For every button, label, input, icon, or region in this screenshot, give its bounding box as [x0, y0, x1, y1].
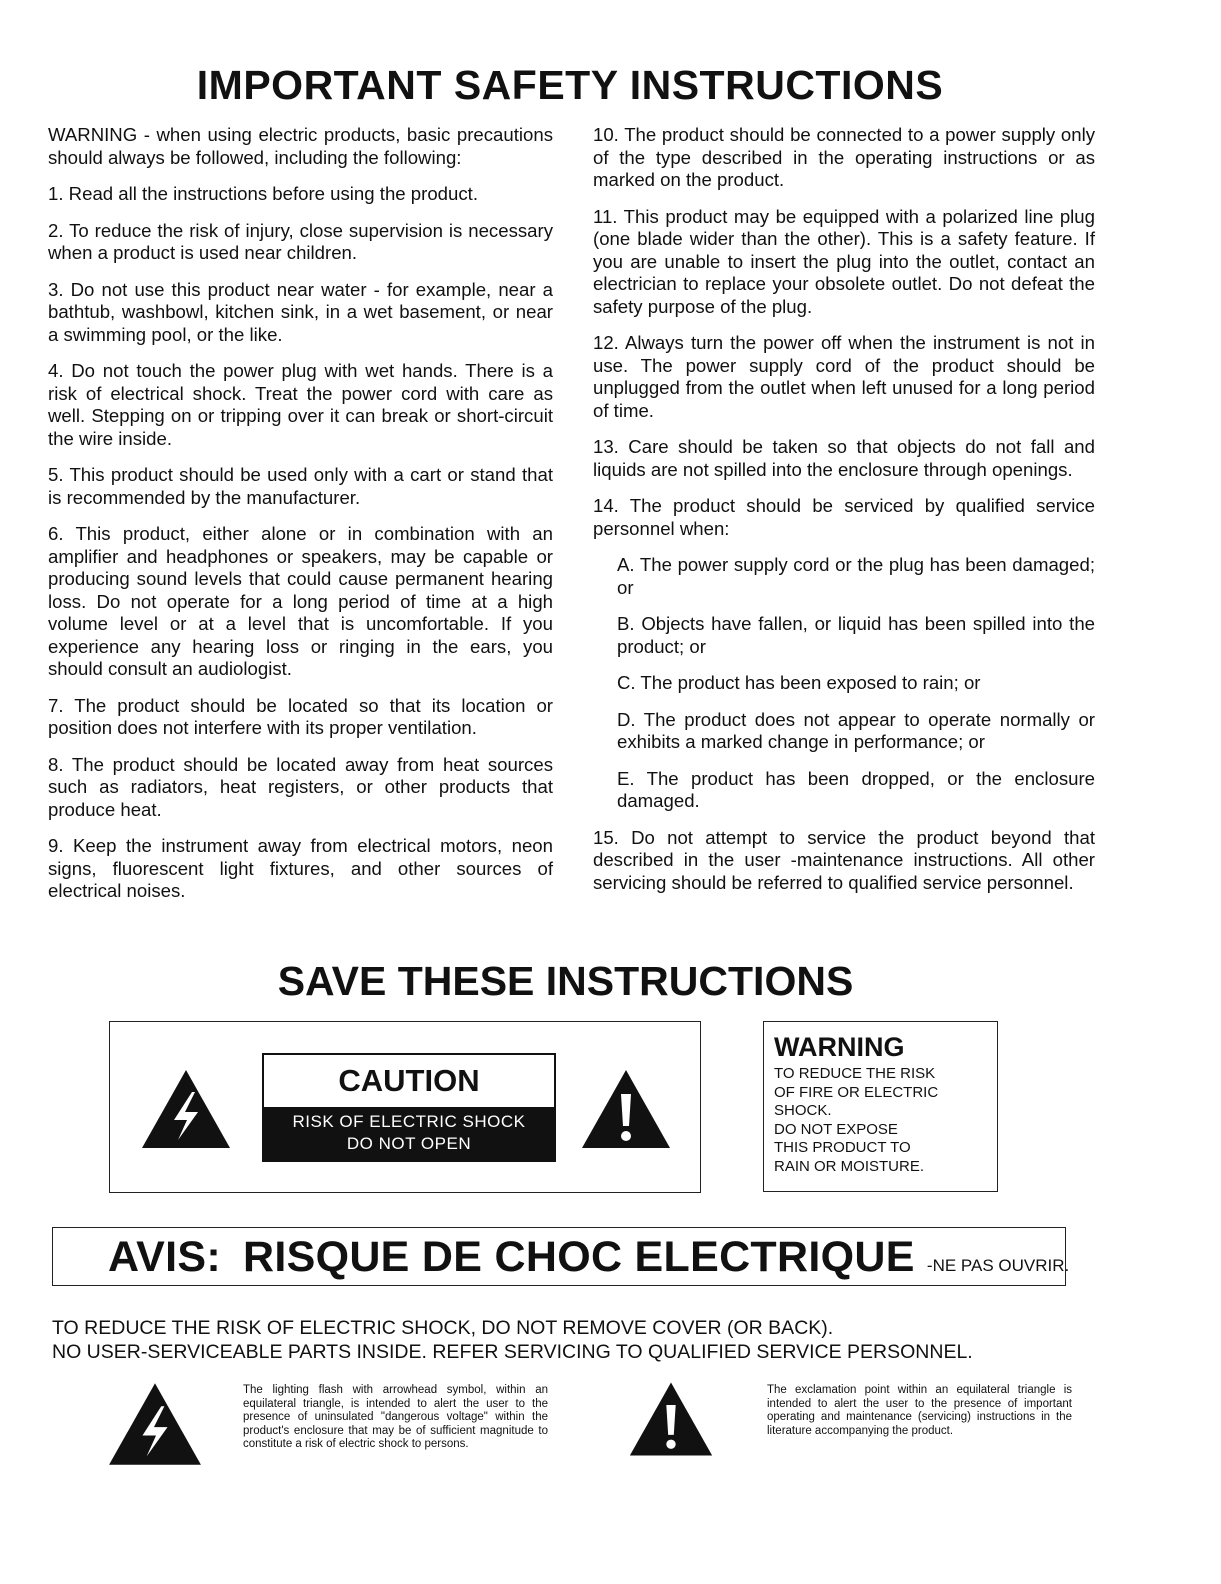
instruction-11: 11. This product may be equipped with a polarized line plug (one blade wider than the other). This is a safety feature. If you are unable to insert the plug into the outlet, contact an electrician to replace your obsolete outlet. Do not defeat the safety purpose of the plug.	[593, 205, 1095, 317]
instruction-10: 10. The product should be connected to a power supply only of the type described in the operating instructions or as marked on the product.	[593, 124, 1095, 190]
left-column	[48, 124, 553, 917]
instruction-5: 5. This product should be used only with a cart or stand that is recommended by the manufacturer.	[48, 464, 553, 508]
warning-line-4: DO NOT EXPOSE	[774, 1120, 898, 1138]
exclamation-warning-icon	[580, 1068, 672, 1150]
instruction-13: 13. Care should be taken so that objects do not fall and liquids are not spilled into the enclosure through openings.	[593, 436, 1095, 480]
warning-line-3: SHOCK.	[774, 1102, 832, 1119]
avis-label: AVIS:	[108, 1233, 221, 1281]
instruction-14-b: B. Objects have fallen, or liquid has been spilled into the product; or	[617, 613, 1095, 657]
avis-banner	[52, 1227, 1070, 1286]
lightning-warning-icon	[140, 1068, 232, 1150]
caution-label	[262, 1053, 556, 1162]
reduce-notice-line-2: NO USER-SERVICEABLE PARTS INSIDE. REFER SERVICING TO QUALIFIED SERVICE PERSONNEL.	[52, 1341, 973, 1363]
instruction-7: 7. The product should be located so that its location or position does not interfere with its proper ventilation.	[48, 694, 553, 738]
save-instructions-heading: SAVE THESE INSTRUCTIONS	[277, 958, 854, 1004]
warning-line-1: TO REDUCE THE RISK	[774, 1065, 936, 1082]
exclamation-description: The exclamation point within an equilateral triangle is intended to alert the user to the presence of important operating and maintenance (servicing) instructions in the literature accompanying the product.	[767, 1384, 1072, 1437]
caution-title: CAUTION	[338, 1063, 480, 1098]
instruction-12: 12. Always turn the power off when the instrument is not in use. The power supply cord of the product should be unplugged from the outlet when left unused for a long period of time.	[593, 332, 1095, 421]
instruction-6: 6. This product, either alone or in combination with an amplifier and headphones or speakers, may be capable or producing sound levels that could cause permanent hearing loss. Do not operate for a long period of time at a high volume level or at a level that is uncomfortable. If you experience any hearing loss or ringing in the ears, you should consult an audiologist.	[48, 523, 553, 679]
instruction-8: 8. The product should be located away from heat sources such as radiators, heat registers, or other products that produce heat.	[48, 753, 553, 820]
intro-warning: WARNING - when using electric products, basic precautions should always be followed, including the following:	[48, 124, 553, 168]
caution-subtitle	[264, 1107, 554, 1160]
caution-panel	[109, 1021, 701, 1193]
right-column	[593, 124, 1095, 908]
avis-main: RISQUE DE CHOC ELECTRIQUE	[243, 1233, 915, 1281]
warning-line-5: THIS PRODUCT TO	[774, 1139, 911, 1156]
instruction-14-e: E. The product has been dropped, or the enclosure damaged.	[617, 767, 1095, 811]
instruction-14-d: D. The product does not appear to operate normally or exhibits a marked change in performance; or	[617, 708, 1095, 752]
exclamation-symbol-icon	[628, 1379, 714, 1459]
instruction-4: 4. Do not touch the power plug with wet hands. There is a risk of electrical shock. Treat the power cord with care as well. Stepping on or tripping over it can break or short-circuit the wire inside.	[48, 360, 553, 449]
avis-text	[108, 1232, 1069, 1291]
instruction-14: 14. The product should be serviced by qualified service personnel when:	[593, 495, 1095, 539]
lightning-description: The lighting flash with arrowhead symbol, within an equilateral triangle, is intended to alert the user to the presence of uninsulated "dangerous voltage" within the product's enclosure that may be of sufficient magnitude to constitute a risk of electric shock to persons.	[243, 1384, 548, 1450]
page-title: IMPORTANT SAFETY INSTRUCTIONS	[196, 62, 944, 108]
instruction-2: 2. To reduce the risk of injury, close supervision is necessary when a product is used near children.	[48, 219, 553, 263]
reduce-notice	[52, 1316, 973, 1364]
instruction-1: 1. Read all the instructions before using the product.	[48, 183, 478, 204]
warning-line-2: OF FIRE OR ELECTRIC	[774, 1083, 939, 1101]
reduce-notice-line-1: TO REDUCE THE RISK OF ELECTRIC SHOCK, DO NOT REMOVE COVER (OR BACK).	[52, 1317, 834, 1339]
instruction-14-a: A. The power supply cord or the plug has been damaged; or	[617, 554, 1095, 598]
warning-line-6: RAIN OR MOISTURE.	[774, 1157, 925, 1175]
caution-line-1: RISK OF ELECTRIC SHOCK	[292, 1112, 526, 1131]
warning-panel	[763, 1021, 998, 1192]
avis-small: -NE PAS OUVRIR.	[926, 1256, 1070, 1275]
instruction-3: 3. Do not use this product near water - for example, near a bathtub, washbowl, kitchen sink, in a wet basement, or near a swimming pool, or the like.	[48, 278, 553, 345]
instruction-9: 9. Keep the instrument away from electrical motors, neon signs, fluorescent light fixtures, and other sources of electrical noises.	[48, 835, 553, 901]
warning-title: WARNING	[774, 1032, 905, 1062]
instruction-15: 15. Do not attempt to service the product beyond that described in the user -maintenance instructions. All other servicing should be referred to qualified service personnel.	[593, 826, 1095, 893]
instruction-14-c: C. The product has been exposed to rain; or	[617, 672, 981, 693]
lightning-symbol-icon	[107, 1381, 203, 1467]
caution-line-2: DO NOT OPEN	[346, 1134, 472, 1153]
